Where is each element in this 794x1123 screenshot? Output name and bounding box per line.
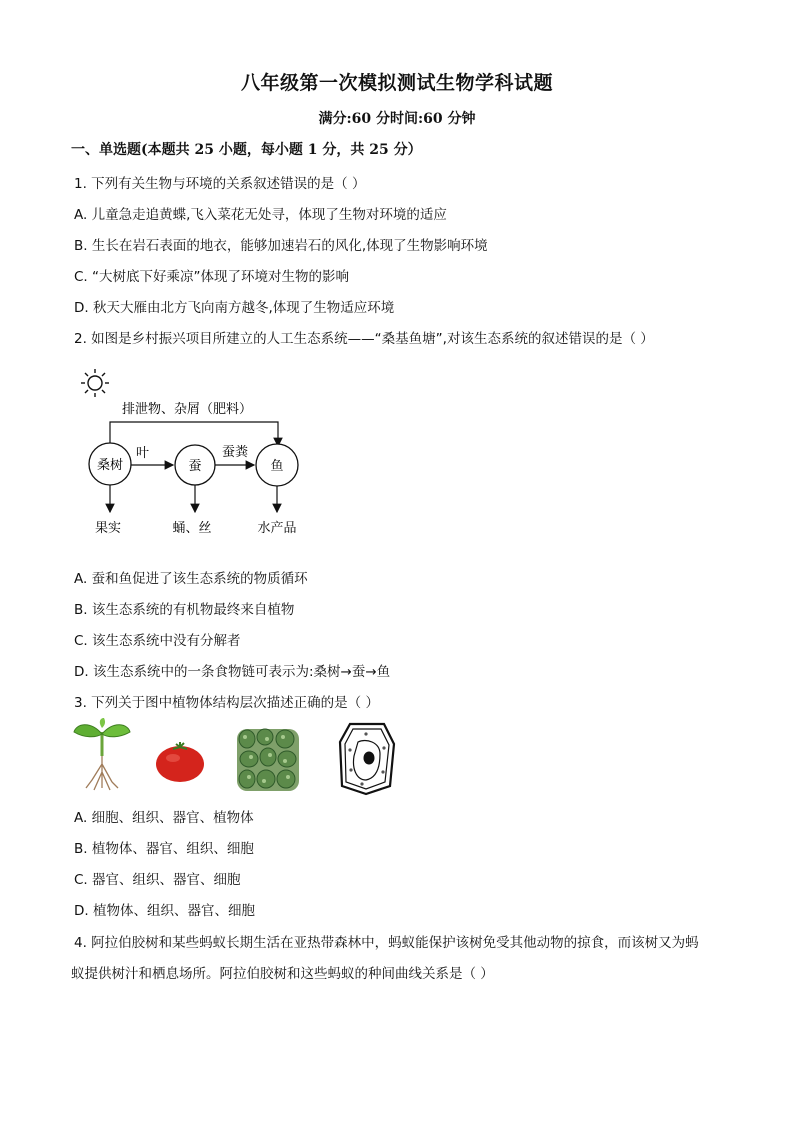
fertilizer-arrow bbox=[110, 422, 278, 446]
question-2-option-a: A. 蚕和鱼促进了该生态系统的物质循环 bbox=[74, 571, 308, 587]
silkworm-dung-label: 蚕粪 bbox=[222, 445, 249, 460]
leaf-label: 叶 bbox=[136, 446, 150, 461]
question-3-option-b: B. 植物体、器官、组织、细胞 bbox=[74, 841, 254, 857]
question-1-option-b: B. 生长在岩石表面的地衣，能够加速岩石的风化,体现了生物影响环境 bbox=[74, 238, 488, 254]
fruit-output: 果实 bbox=[94, 521, 122, 536]
question-3-option-c: C. 器官、组织、器官、细胞 bbox=[74, 872, 241, 888]
question-2-option-b: B. 该生态系统的有机物最终来自植物 bbox=[74, 602, 295, 618]
mulberry-label: 桑树 bbox=[96, 458, 124, 473]
plant-cell-image bbox=[336, 720, 398, 796]
exam-info: 满分:60 分时间:60 分钟 bbox=[318, 111, 476, 127]
fertilizer-label: 排泄物、杂屑（肥料） bbox=[122, 402, 253, 417]
question-3-stem: 3. 下列关于图中植物体结构层次描述正确的是（ ） bbox=[74, 695, 379, 711]
question-4-stem-line-2: 蚁提供树汁和栖息场所。阿拉伯胶树和这些蚂蚁的种间曲线关系是（ ） bbox=[71, 966, 494, 982]
question-3-option-a: A. 细胞、组织、器官、植物体 bbox=[74, 810, 254, 826]
question-4-stem-line-1: 4. 阿拉伯胶树和某些蚂蚁长期生活在亚热带森林中，蚂蚁能保护该树免受其他动物的掠食，而该树又为蚂 bbox=[74, 935, 699, 951]
silkworm-label: 蚕 bbox=[188, 459, 202, 474]
question-1-option-d: D. 秋天大雁由北方飞向南方越冬,体现了生物适应环境 bbox=[74, 300, 395, 316]
sun-icon bbox=[81, 369, 109, 397]
question-1-stem: 1. 下列有关生物与环境的关系叙述错误的是（ ） bbox=[74, 176, 366, 192]
question-2-option-d: D. 该生态系统中的一条食物链可表示为:桑树→蚕→鱼 bbox=[74, 664, 391, 680]
aquatic-product-output: 水产品 bbox=[257, 521, 297, 536]
mulberry-fish-pond-diagram bbox=[78, 364, 318, 544]
fish-label: 鱼 bbox=[270, 459, 284, 474]
question-1-option-a: A. 儿童急走追黄蝶,飞入菜花无处寻，体现了生物对环境的适应 bbox=[74, 207, 447, 223]
question-1-option-c: C. “大树底下好乘凉”体现了环境对生物的影响 bbox=[74, 269, 349, 285]
question-2-option-c: C. 该生态系统中没有分解者 bbox=[74, 633, 241, 649]
tissue-cells-image bbox=[235, 727, 301, 793]
tomato-image bbox=[154, 740, 206, 784]
pupa-silk-output: 蛹、丝 bbox=[172, 521, 212, 536]
section-heading: 一、单选题(本题共 25 小题，每小题 1 分，共 25 分） bbox=[71, 142, 422, 158]
page-title: 八年级第一次模拟测试生物学科试题 bbox=[240, 72, 553, 94]
question-2-stem: 2. 如图是乡村振兴项目所建立的人工生态系统——“桑基鱼塘”,对该生态系统的叙述错误的是（ ） bbox=[74, 331, 654, 347]
question-3-option-d: D. 植物体、组织、器官、细胞 bbox=[74, 903, 255, 919]
seedling-image bbox=[72, 716, 132, 794]
